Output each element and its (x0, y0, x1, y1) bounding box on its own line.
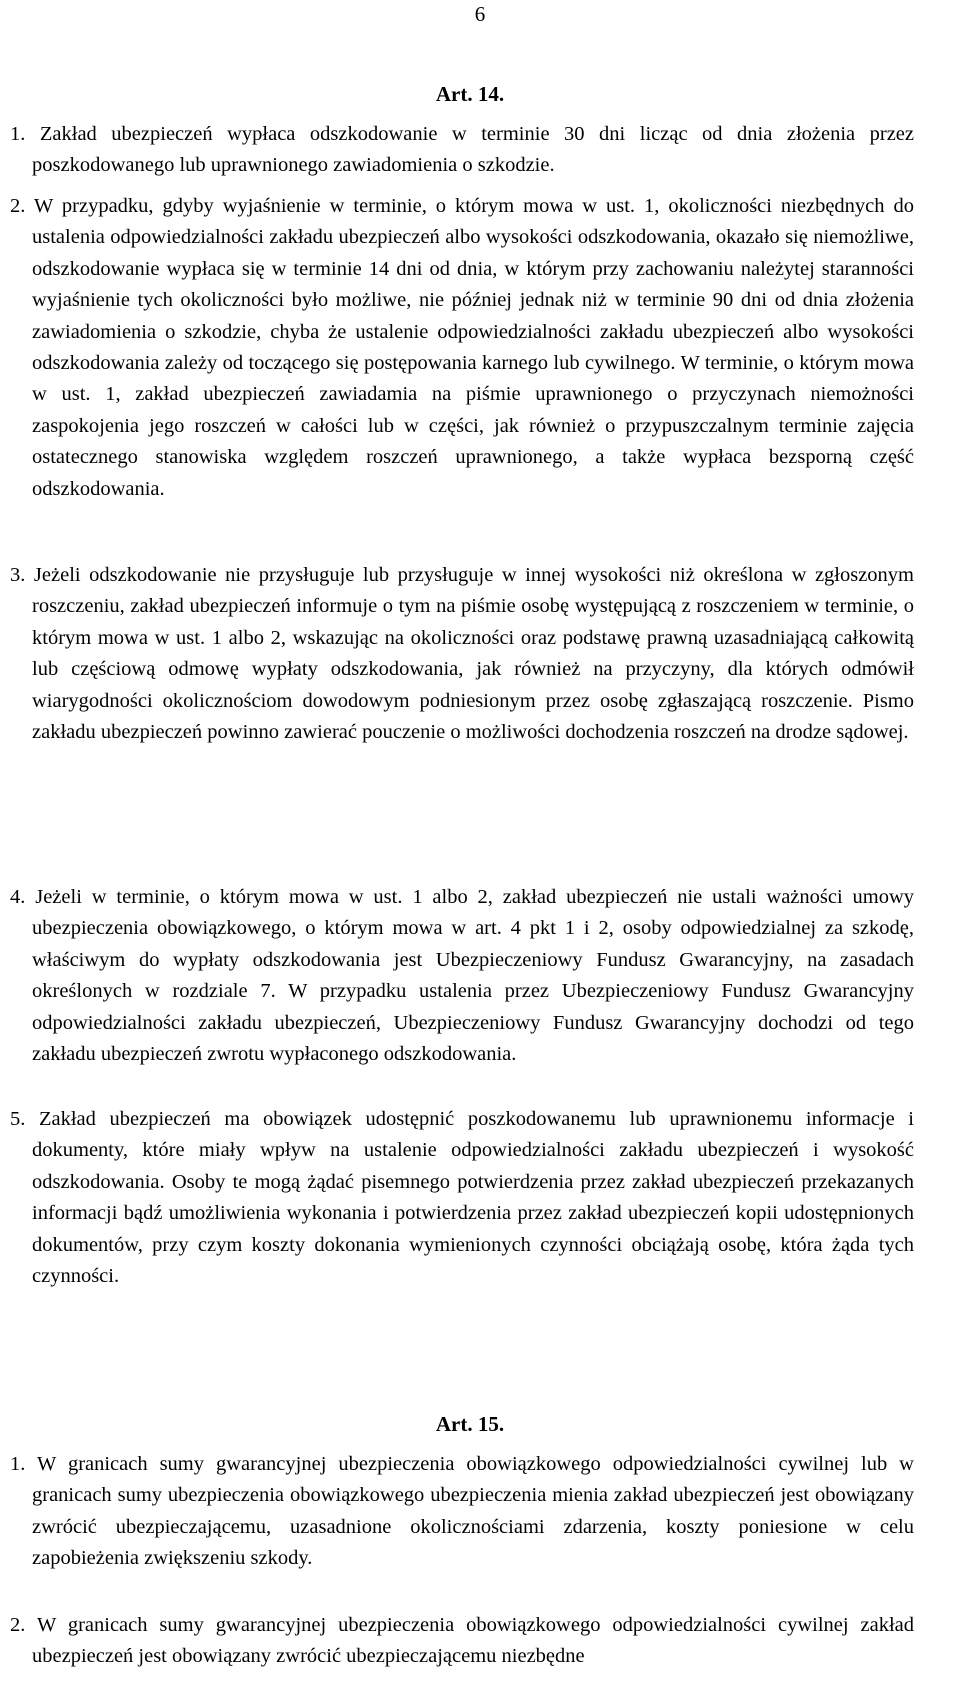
paragraph-number: 3. (10, 564, 26, 586)
paragraph (10, 882, 914, 1070)
paragraph (10, 1104, 914, 1292)
paragraph-number: 1. (10, 1453, 26, 1475)
paragraph-number: 4. (10, 886, 26, 908)
article-heading: Art. 15. (435, 1412, 505, 1436)
paragraph-number: 5. (10, 1108, 26, 1130)
paragraph-text: Jeżeli w terminie, o którym mowa w ust. 1 albo 2, zakład ubezpieczeń nie ustali ważności umowy ubezpieczenia obowiązkowego, o którym mowa w art. 4 pkt 1 i 2, osoby odpowiedzialnej za szkodę, właściwym do wypłaty odszkodowania jest Ubezpieczeniowy Fundusz Gwarancyjny, na zasadach określonych w rozdziale 7. W przypadku ustalenia przez Ubezpieczeniowy Fundusz Gwarancyjny odpowiedzialności zakładu ubezpieczeń, Ubezpieczeniowy Fundusz Gwarancyjny dochodzi od tego zakładu ubezpieczeń zwrotu wypłaconego odszkodowania. (32, 886, 915, 1066)
article-heading: Art. 14. (435, 82, 505, 106)
paragraph (10, 1610, 914, 1673)
paragraph-number: 1. (10, 123, 26, 145)
page-number: 6 (474, 2, 486, 26)
paragraph (10, 191, 914, 505)
paragraph-text: Zakład ubezpieczeń wypłaca odszkodowanie w terminie 30 dni licząc od dnia złożenia przez poszkodowanego lub uprawnionego zawiadomienia o szkodzie. (32, 123, 915, 177)
paragraph-number: 2. (10, 195, 26, 217)
paragraph-text: Zakład ubezpieczeń ma obowiązek udostępnić poszkodowanemu lub uprawnionemu informacje i dokumenty, które miały wpływ na ustalenie odpowiedzialności zakładu ubezpieczeń i wysokość odszkodowania. Osoby te mogą żądać pisemnego potwierdzenia przez zakład ubezpieczeń przekazanych informacji bądź umożliwienia wykonania i potwierdzenia przez zakład ubezpieczeń kopii udostępnionych dokumentów, przy czym koszty dokonania wymienionych czynności obciążają osobę, która żąda tych czynności. (32, 1108, 914, 1288)
paragraph (10, 560, 914, 748)
paragraph-text: W granicach sumy gwarancyjnej ubezpieczenia obowiązkowego odpowiedzialności cywilnej lub w granicach sumy ubezpieczenia obowiązkowego ubezpieczenia mienia zakład ubezpieczeń jest obowiązany zwrócić ubezpieczającemu, uzasadnione okolicznościami zdarzenia, koszty poniesione w celu zapobieżenia zwiększeniu szkody. (32, 1453, 914, 1570)
paragraph-text: W granicach sumy gwarancyjnej ubezpieczenia obowiązkowego odpowiedzialności cywilnej zakład ubezpieczeń jest obowiązany zwrócić ubezpieczającemu niezbędne (32, 1614, 914, 1668)
paragraph-text: W przypadku, gdyby wyjaśnienie w terminie, o którym mowa w ust. 1, okoliczności niezbędnych do ustalenia odpowiedzialności zakładu ubezpieczeń albo wysokości odszkodowania, okazało się niemożliwe, odszkodowanie wypłaca się w terminie 14 dni od dnia, w którym przy zachowaniu należytej staranności wyjaśnienie tych okoliczności było możliwe, nie później jednak niż w terminie 90 dni od dnia złożenia zawiadomienia o szkodzie, chyba że ustalenie odpowiedzialności zakładu ubezpieczeń albo wysokości odszkodowania zależy od toczącego się postępowania karnego lub cywilnego. W terminie, o którym mowa w ust. 1, zakład ubezpieczeń zawiadamia na piśmie uprawnionego o przyczynach niemożności zaspokojenia jego roszczeń w całości lub w części, jak również o przypuszczalnym terminie zajęcia ostatecznego stanowiska względem roszczeń uprawnionego, a także wypłaca bezsporną część odszkodowania. (32, 195, 914, 500)
paragraph (10, 1449, 914, 1575)
paragraph-number: 2. (10, 1614, 26, 1636)
paragraph-text: Jeżeli odszkodowanie nie przysługuje lub przysługuje w innej wysokości niż określona w zgłoszonym roszczeniu, zakład ubezpieczeń informuje o tym na piśmie osobę występującą z roszczeniem w terminie, o którym mowa w ust. 1 albo 2, wskazując na okoliczności oraz podstawę prawną uzasadniającą całkowitą lub częściową odmowę wypłaty odszkodowania, jak również na przyczyny, dla których odmówił wiarygodności okolicznościom dowodowym podniesionym przez osobę zgłaszającą roszczenie. Pismo zakładu ubezpieczeń powinno zawierać pouczenie o możliwości dochodzenia roszczeń na drodze sądowej. (32, 564, 915, 744)
paragraph (10, 119, 914, 182)
